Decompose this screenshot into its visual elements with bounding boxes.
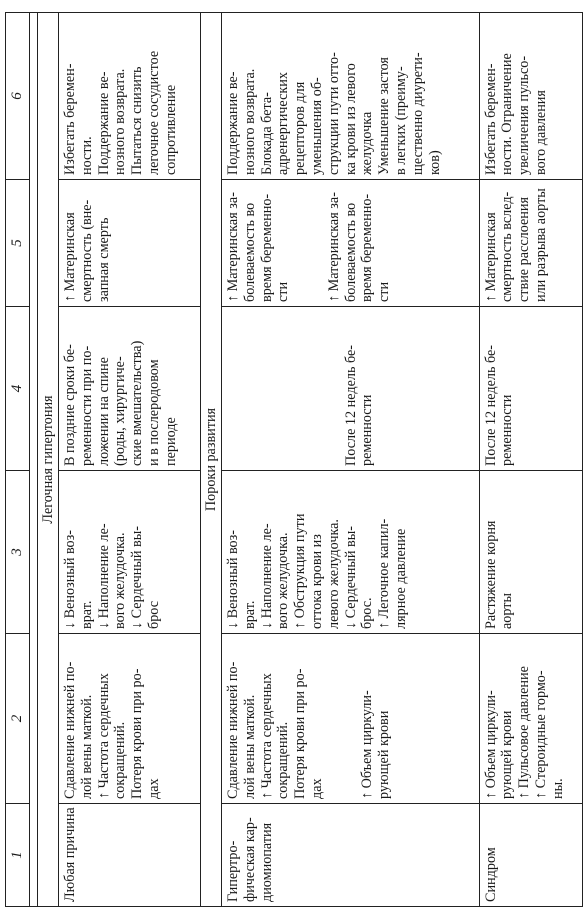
cell-text-line: смертность вслед-	[499, 191, 516, 302]
cell-text-line: ложении на спине	[95, 357, 112, 466]
cell-text-line: сти	[376, 281, 393, 302]
cell-text-line	[326, 638, 343, 799]
cell-text-line: или разрыва аорты	[533, 188, 550, 302]
cell-text-line: уменьшения об-	[308, 77, 325, 175]
table-cell-col-6	[479, 13, 582, 180]
column-number-6: 6	[6, 13, 30, 180]
cell-text-line: лой вены маткой.	[78, 694, 95, 799]
cell-text-line: брос.	[359, 597, 376, 629]
cell-text-line: рецепторов для	[292, 81, 309, 175]
column-number-2: 2	[6, 634, 30, 804]
cell-text-line	[242, 311, 259, 466]
cell-text-line: желудочка	[359, 111, 376, 175]
cell-text-line: ↑ Материнская за-	[325, 192, 342, 302]
cell-text-line: Избегать беремен-	[62, 63, 78, 175]
table-cell-col-2	[221, 634, 479, 804]
cell-text-line: ↑ Объем циркули-	[482, 690, 499, 799]
header-gap	[30, 13, 38, 907]
cell-text-line: оттока крови из	[308, 534, 325, 629]
table-cell-col-4	[221, 307, 479, 471]
table-row	[221, 13, 479, 907]
cell-text-line: врат.	[78, 600, 95, 629]
cell-text-line: болеваемость во	[241, 202, 258, 302]
cell-text-line: время беременно-	[359, 193, 376, 302]
cell-text-line: ков)	[426, 150, 443, 175]
cell-text-line: брос	[145, 600, 162, 629]
cell-text-line: ны.	[549, 778, 566, 799]
cell-text-line: время беременно-	[258, 193, 275, 302]
cell-text-line: ↓ Наполнение ле-	[95, 523, 112, 629]
cell-text-line: ↑ Стероидные гормо-	[533, 670, 550, 799]
table-cell-col-1	[479, 804, 582, 907]
header-gap-row	[30, 13, 38, 907]
cell-text-line	[292, 311, 309, 466]
cell-text-line: Потеря крови при ро-	[292, 668, 309, 799]
table-cell-col-2	[479, 634, 582, 804]
cell-text-line: врат.	[241, 600, 258, 629]
cell-text-line: ↑ Частота сердечных	[95, 673, 112, 799]
table-cell-col-4	[479, 307, 582, 471]
table-row	[59, 13, 201, 907]
cell-text-line	[292, 184, 309, 302]
cell-text-line: Поддержание ве-	[95, 71, 112, 175]
cell-text-line: ↓ Сердечный вы-	[342, 526, 359, 629]
cell-text-line: лой вены маткой.	[241, 694, 258, 799]
cell-text-line: Сдавление нижней по-	[62, 661, 78, 799]
cell-text-line: ременности	[499, 394, 516, 466]
cell-text-line: Поддержание ве-	[224, 71, 241, 175]
table-row	[479, 13, 582, 907]
cell-text-line: аорты	[499, 592, 516, 629]
cell-text-line: ности.	[78, 136, 95, 175]
cell-text-line	[309, 184, 326, 302]
cell-text-line: ка крови из левого	[342, 63, 359, 175]
cell-text-line: Избегать беремен-	[482, 63, 499, 175]
cell-text-line: увеличения пульсо-	[516, 55, 533, 175]
column-number-3: 3	[6, 471, 30, 634]
cell-text-line: ↑ Легочное капил-	[376, 518, 393, 629]
cell-text-line: После 12 недель бе-	[482, 344, 499, 466]
cell-text-line: После 12 недель бе-	[342, 344, 359, 466]
cell-text-line: Растяжение корня	[482, 520, 499, 629]
cell-text-line: ↑ Обструкция пути	[292, 513, 309, 629]
table-cell-col-3	[221, 471, 479, 634]
cell-text-line: щественно диурети-	[409, 52, 426, 175]
section-row	[200, 13, 221, 907]
cell-text-line: ↓ Венозный воз-	[62, 530, 78, 629]
cell-text-line: (роды, хирургиче-	[112, 356, 129, 466]
table-cell-col-6	[221, 13, 479, 180]
section-row	[38, 13, 59, 907]
table-cell-col-5	[59, 180, 201, 307]
cell-text-line: Гипертро-	[224, 840, 241, 902]
cell-text-line: ↑ Материнская	[482, 212, 499, 302]
cell-text-line: ↓ Сердечный вы-	[129, 526, 146, 629]
cell-text-line: В поздние сроки бе-	[62, 344, 78, 466]
cell-text-line: периоде	[162, 417, 179, 466]
medical-table	[5, 12, 583, 907]
table-body	[38, 13, 583, 907]
cell-text-line: нозного возврата.	[112, 68, 129, 175]
cell-text-line: ↑ Пульсовое давление	[516, 666, 533, 799]
cell-text-line: ↓ Венозный воз-	[224, 530, 241, 629]
table-cell-col-4	[59, 307, 201, 471]
cell-text-line: вого давления	[533, 90, 550, 175]
table-cell-col-1	[221, 804, 479, 907]
column-number-4: 4	[6, 307, 30, 471]
cell-text-line: Блокада бета-	[258, 92, 275, 175]
cell-text-line	[326, 311, 343, 466]
cell-text-line: ременности	[359, 394, 376, 466]
cell-text-line: Сдавление нижней по-	[224, 661, 241, 799]
cell-text-line: сокращений.	[112, 721, 129, 799]
cell-text-line: Уменьшение застоя	[376, 57, 393, 175]
table-cell-col-1	[59, 804, 201, 907]
cell-text-line: болеваемость во	[342, 202, 359, 302]
cell-text-line	[309, 311, 326, 466]
section-title: Пороки развития	[200, 13, 221, 907]
cell-text-line: рующей крови	[376, 710, 393, 799]
table-cell-col-2	[59, 634, 201, 804]
cell-text-line: нозного возврата.	[241, 68, 258, 175]
cell-text-line: ности. Ограничение	[499, 53, 516, 175]
cell-text-line	[259, 311, 276, 466]
cell-text-line: ↑ Объем циркули-	[359, 690, 376, 799]
cell-text-line: и в послеродовом	[145, 359, 162, 466]
cell-text-line	[275, 311, 292, 466]
table-cell-col-5	[479, 180, 582, 307]
cell-text-line: ↑ Частота сердечных	[258, 673, 275, 799]
cell-text-line: диомиопатия	[258, 822, 275, 902]
cell-text-line: вого желудочка.	[112, 532, 129, 629]
cell-text-line: ствие расслоения	[516, 197, 533, 302]
section-title: Легочная гипертония	[38, 13, 59, 907]
cell-text-line: смертность (вне-	[78, 199, 95, 302]
cell-text-line: левого желудочка.	[325, 519, 342, 629]
cell-text-line: легочное сосудистое	[145, 50, 162, 175]
cell-text-line: ↑ Материнская	[62, 212, 78, 302]
cell-text-line: запная смерть	[95, 217, 112, 302]
cell-text-line: дах	[145, 778, 162, 799]
table-cell-col-5	[221, 180, 479, 307]
table-cell-col-3	[479, 471, 582, 634]
cell-text-line: адренергических	[275, 72, 292, 175]
cell-text-line: сопротивление	[162, 84, 179, 175]
cell-text-line: Любая причина	[62, 807, 78, 902]
cell-text-line: лярное давление	[392, 528, 409, 629]
cell-text-line	[225, 311, 242, 466]
cell-text-line: Потеря крови при ро-	[129, 668, 146, 799]
cell-text-line: сокращений.	[275, 721, 292, 799]
cell-text-line: ↓ Наполнение ле-	[258, 523, 275, 629]
cell-text-line: вого желудочка.	[275, 532, 292, 629]
table-cell-col-6	[59, 13, 201, 180]
cell-text-line: ременности при по-	[78, 345, 95, 466]
cell-text-line: Пытаться снизить	[129, 66, 146, 175]
column-number-1: 1	[6, 804, 30, 907]
cell-text-line: в легких (преиму-	[392, 66, 409, 175]
cell-text-line: струкции пути отто-	[325, 52, 342, 175]
column-number-row	[6, 13, 30, 907]
table-cell-col-3	[59, 471, 201, 634]
cell-text-line: сти	[275, 281, 292, 302]
column-number-5: 5	[6, 180, 30, 307]
cell-text-line	[343, 638, 360, 799]
cell-text-line: дах	[308, 778, 325, 799]
cell-text-line: ские вмешательства)	[129, 340, 146, 466]
cell-text-line: ↑ Материнская за-	[224, 192, 241, 302]
cell-text-line: Синдром	[482, 847, 499, 902]
cell-text-line: рующей крови	[499, 710, 516, 799]
cell-text-line: фическая кар-	[241, 817, 258, 902]
